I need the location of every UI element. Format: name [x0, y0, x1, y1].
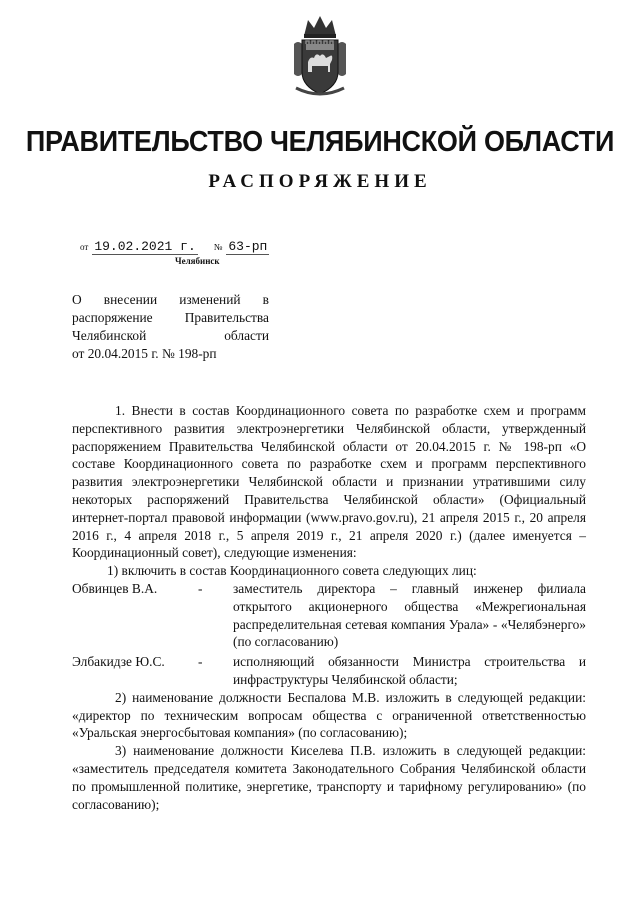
person-row: [72, 653, 586, 689]
document-subject: [72, 291, 269, 363]
document-meta: [80, 238, 269, 254]
item-2: 2) наименование должности Беспалова М.В. изложить в следующей редакции: «директор по техническим вопросам общества с ограниченной ответственностью «Уральская энергосбытовая компания» (по согласованию);: [72, 689, 586, 741]
person-row: [72, 580, 586, 651]
item-1-intro: 1) включить в состав Координационного совета следующих лиц:: [107, 563, 477, 579]
person-position: заместитель директора – главный инженер филиала открытого акционерного общества «Межрегиональная распределительная сетевая компания Урала» - «Челябэнерго» (по согласованию): [233, 580, 586, 650]
person-name: Элбакидзе Ю.С.: [72, 654, 165, 670]
subject-line: Челябинской области: [72, 328, 269, 343]
subject-line: от 20.04.2015 г. № 198-рп: [72, 346, 217, 361]
person-dash: -: [198, 580, 203, 596]
person-position: исполняющий обязанности Министра строительства и инфраструктуры Челябинской области;: [233, 654, 586, 687]
document-date: 19.02.2021 г.: [94, 239, 196, 254]
document-type: РАСПОРЯЖЕНИЕ: [208, 171, 432, 192]
number-label: №: [213, 242, 223, 252]
paragraph-1: 1. Внести в состав Координационного совета по разработке схем и программ перспективного развития электроэнергетики Челябинской области, утвержденный распоряжением Правительства Челябинской области от 20.04.2015 г. № 198-рп «О составе Координационного совета по разработке схем и программ перспективного развития электроэнергетики Челябинской области и признании утратившими силу некоторых распоряжений Правительства Челябинской области» (Официальный интернет-портал правовой информации (www.pravo.gov.ru), 21 апреля 2015 г., 20 апреля 2016 г., 4 апреля 2018 г., 5 апреля 2019 г., 21 апреля 2020 г.) (далее именуется – Координационный совет), следующие изменения:: [72, 403, 586, 561]
item-3: 3) наименование должности Киселева П.В. изложить в следующей редакции: «заместитель председателя комитета Законодательного Собрания Челябинской области по промышленной политике, энергетике, транспорту и тарифному регулированию» (по согласованию);: [72, 743, 586, 812]
person-dash: -: [198, 654, 203, 670]
date-label: от: [80, 242, 89, 252]
person-name: Обвинцев В.А.: [72, 580, 158, 596]
subject-line: распоряжение Правительства: [72, 310, 269, 325]
government-title: ПРАВИТЕЛЬСТВО ЧЕЛЯБИНСКОЙ ОБЛАСТИ: [25, 126, 615, 158]
subject-line: О внесении изменений в: [72, 292, 269, 307]
document-body: [72, 402, 586, 813]
coat-of-arms-emblem: [290, 14, 350, 98]
city-name: Челябинск: [175, 256, 220, 266]
document-number: 63-рп: [228, 239, 268, 254]
